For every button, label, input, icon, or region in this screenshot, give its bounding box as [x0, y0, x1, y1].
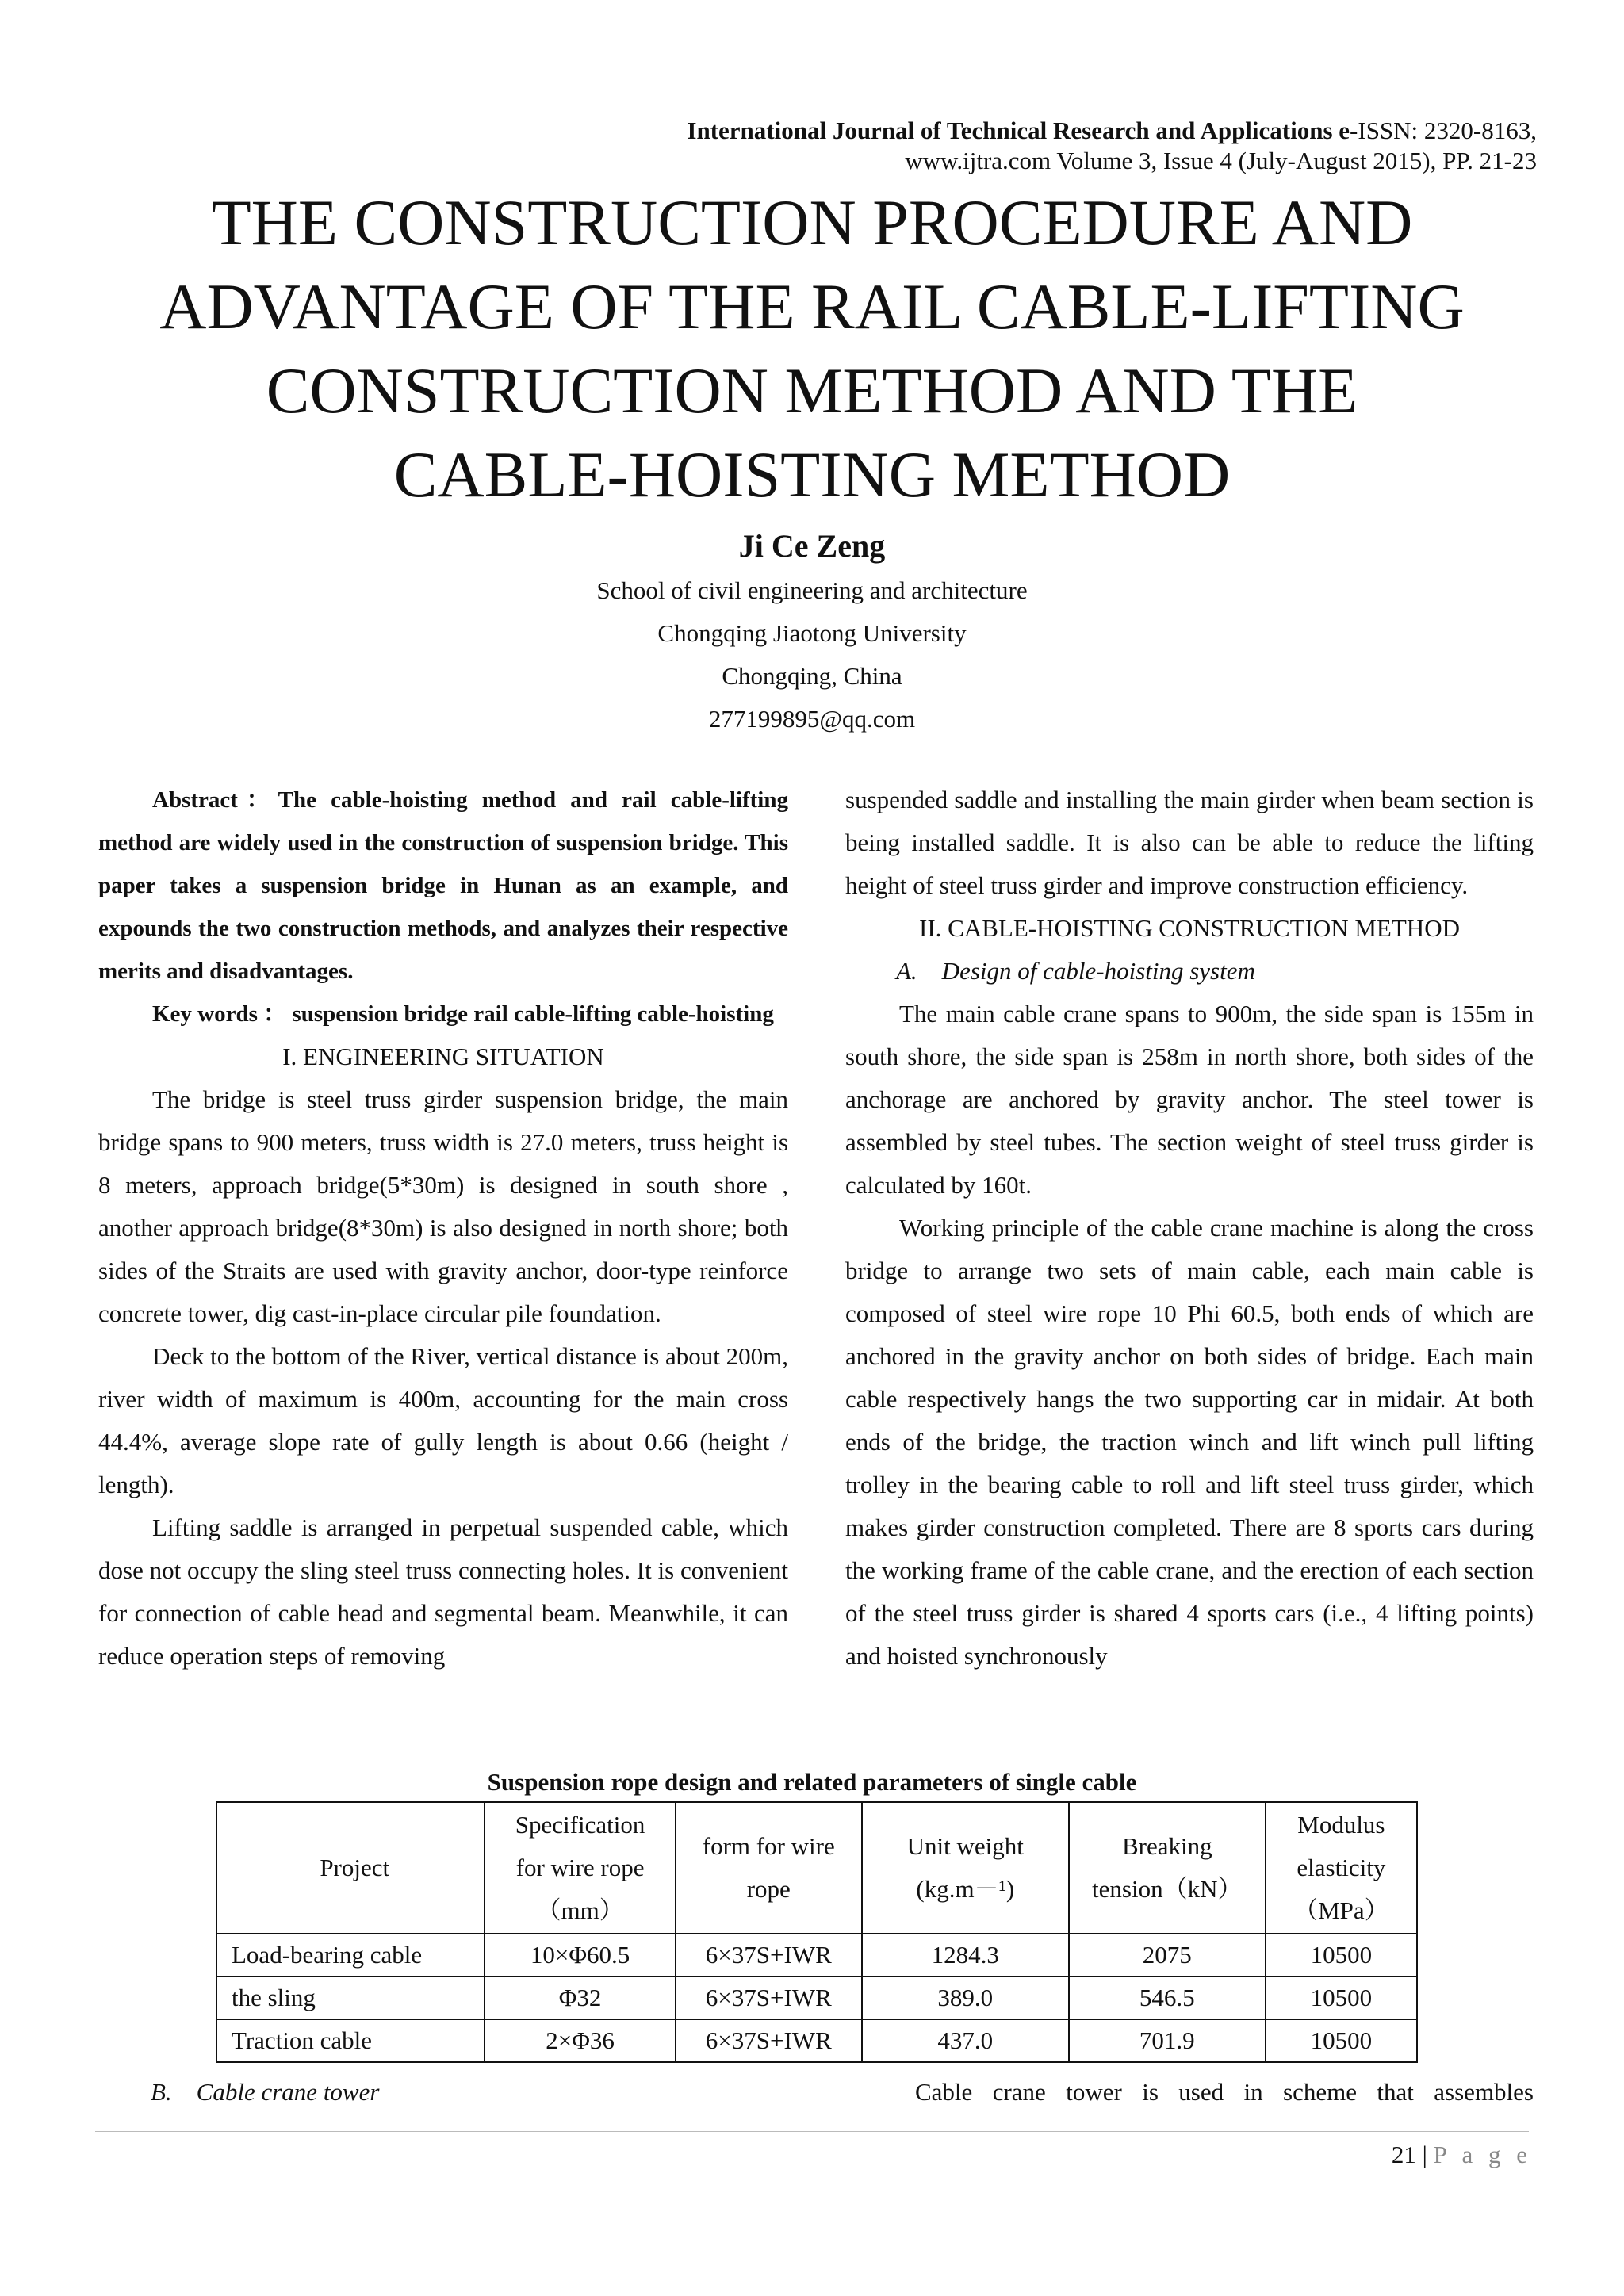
- table-row: [216, 2019, 1417, 2062]
- header-text: Breaking: [1121, 1832, 1212, 1860]
- header-text: elasticity: [1297, 1854, 1386, 1881]
- table-cell: the sling: [216, 1976, 485, 2019]
- author-email: 277199895@qq.com: [708, 705, 916, 733]
- right-column: [845, 779, 1534, 1678]
- header-specification: [485, 1802, 675, 1934]
- table-cell: Traction cable: [216, 2019, 485, 2062]
- paragraph: suspended saddle and installing the main girder when beam section is being installed saddle. It is also can be able to reduce the lifting height of steel truss girder and improve construction efficiency.: [845, 786, 1534, 899]
- affiliation-location: Chongqing, China: [722, 662, 902, 690]
- table-cell: Φ32: [485, 1976, 675, 2019]
- table-header-row: [216, 1802, 1417, 1934]
- table-cell: 701.9: [1069, 2019, 1266, 2062]
- page-footer: [1392, 2139, 1532, 2171]
- header-text: Specification: [515, 1811, 645, 1839]
- paragraph: Lifting saddle is arranged in perpetual suspended cable, which dose not occupy the sling steel truss connecting holes. It is convenient for connection of cable head and segmental beam. Meanwhile, it can reduce operation steps of removing: [98, 1513, 788, 1670]
- table-cell: 10500: [1266, 1976, 1417, 2019]
- table-cell: 10500: [1266, 1934, 1417, 1976]
- table-cell: Load-bearing cable: [216, 1934, 485, 1976]
- header-project: [216, 1802, 485, 1934]
- header-text: (kg.m－¹): [916, 1875, 1015, 1903]
- header-text: for wire rope: [515, 1854, 645, 1881]
- title-line-2: ADVANTAGE OF THE RAIL CABLE-LIFTING: [159, 270, 1465, 342]
- paragraph: Deck to the bottom of the River, vertical distance is about 200m, river width of maximum is 400m, accounting for the main cross 44.4%, average slope rate of gully length is about 0.66 (height / length).: [98, 1342, 788, 1498]
- paragraph: The main cable crane spans to 900m, the side span is 155m in south shore, the side span is 258m in north shore, both sides of the anchorage are anchored by gravity anchor. The steel tower is assembled by steel tubes. The section weight of steel truss girder is calculated by 160t.: [845, 1000, 1534, 1199]
- table-row: [216, 1934, 1417, 1976]
- header-breaking-tension: [1069, 1802, 1266, 1934]
- header-text: （MPa）: [1293, 1896, 1389, 1924]
- table-caption: Suspension rope design and related parameters of single cable: [487, 1768, 1137, 1796]
- table-cell: 6×37S+IWR: [676, 2019, 862, 2062]
- subsection-heading-design: A. Design of cable-hoisting system: [896, 957, 1255, 985]
- page-number: 21: [1391, 2141, 1416, 2168]
- title-line-3: CONSTRUCTION METHOD AND THE: [266, 354, 1358, 427]
- journal-name: International Journal of Technical Research and Applications e: [687, 117, 1350, 144]
- title-line-1: THE CONSTRUCTION PROCEDURE AND: [211, 186, 1413, 258]
- affiliation-university: Chongqing Jiaotong University: [657, 619, 967, 647]
- header-form: [676, 1802, 862, 1934]
- footer-rule: [95, 2131, 1529, 2132]
- author-affiliation: [0, 569, 1624, 740]
- table-cell: 6×37S+IWR: [676, 1934, 862, 1976]
- keywords: Key words ： suspension bridge rail cable-lifting cable-hoisting: [152, 1001, 774, 1027]
- table-cell: 437.0: [862, 2019, 1069, 2062]
- header-text: rope: [746, 1875, 791, 1903]
- table-cell: 2075: [1069, 1934, 1266, 1976]
- continued-paragraph: Cable crane tower is used in scheme that assembles: [915, 2078, 1534, 2106]
- header-modulus: [1266, 1802, 1417, 1934]
- table-cell: 10×Φ60.5: [485, 1934, 675, 1976]
- footer-separator: |: [1422, 2141, 1427, 2168]
- header-text: （mm）: [536, 1896, 624, 1924]
- section-heading-engineering-situation: I. ENGINEERING SITUATION: [282, 1043, 604, 1070]
- page-label: P a g e: [1433, 2141, 1532, 2168]
- header-unit-weight: [862, 1802, 1069, 1934]
- header-text: Unit weight: [906, 1832, 1024, 1860]
- parameters-table: [216, 1801, 1418, 2063]
- table-cell: 389.0: [862, 1976, 1069, 2019]
- subsection-heading-cable-crane-tower: B. Cable crane tower: [151, 2078, 380, 2106]
- journal-header: [687, 116, 1537, 176]
- title-line-4: CABLE-HOISTING METHOD: [393, 438, 1231, 511]
- journal-header-line2: www.ijtra.com Volume 3, Issue 4 (July-August 2015), PP. 21-23: [905, 147, 1537, 174]
- table-cell: 546.5: [1069, 1976, 1266, 2019]
- table-cell: 1284.3: [862, 1934, 1069, 1976]
- abstract: Abstract：The cable-hoisting method and rail cable-lifting method are widely used in the construction of suspension bridge. This paper takes a suspension bridge in Hunan as an example, and expounds the two construction methods, and analyzes their respective merits and disadvantages.: [98, 787, 788, 984]
- table-cell: 6×37S+IWR: [676, 1976, 862, 2019]
- paragraph: Working principle of the cable crane machine is along the cross bridge to arrange two sets of main cable, each main cable is composed of steel wire rope 10 Phi 60.5, both ends of which are anchored in the gravity anchor on both sides of bridge. Each main cable respectively hangs the two supporting car in midair. At both ends of the bridge, the traction winch and lift winch pull lifting trolley in the bearing cable to roll and lift steel truss girder, which makes girder construction completed. There are 8 sports cars during the working frame of the cable crane, and the erection of each section of the steel truss girder is shared 4 sports cars (i.e., 4 lifting points) and hoisted synchronously: [845, 1214, 1534, 1670]
- header-text: tension（kN）: [1092, 1875, 1243, 1903]
- paragraph: The bridge is steel truss girder suspension bridge, the main bridge spans to 900 meters, truss width is 27.0 meters, truss height is 8 meters, approach bridge(5*30m) is designed in south shore , another approach bridge(8*30m) is also designed in north shore; both sides of the Straits are used with gravity anchor, door-type reinforce concrete tower, dig cast-in-place circular pile foundation.: [98, 1085, 788, 1327]
- journal-issn: -ISSN: 2320-8163,: [1350, 117, 1537, 144]
- paper-title: [95, 181, 1529, 517]
- section-heading-cable-hoisting: II. CABLE-HOISTING CONSTRUCTION METHOD: [919, 914, 1460, 942]
- header-text: Modulus: [1297, 1811, 1385, 1839]
- left-column: [98, 779, 788, 1678]
- table-cell: 10500: [1266, 2019, 1417, 2062]
- affiliation-school: School of civil engineering and architecture: [596, 576, 1028, 604]
- header-text: form for wire: [702, 1832, 835, 1860]
- journal-header-line1: [687, 116, 1537, 146]
- author-name: Ji Ce Zeng: [738, 528, 886, 564]
- header-text: Project: [320, 1854, 390, 1881]
- table-cell: 2×Φ36: [485, 2019, 675, 2062]
- table-row: [216, 1976, 1417, 2019]
